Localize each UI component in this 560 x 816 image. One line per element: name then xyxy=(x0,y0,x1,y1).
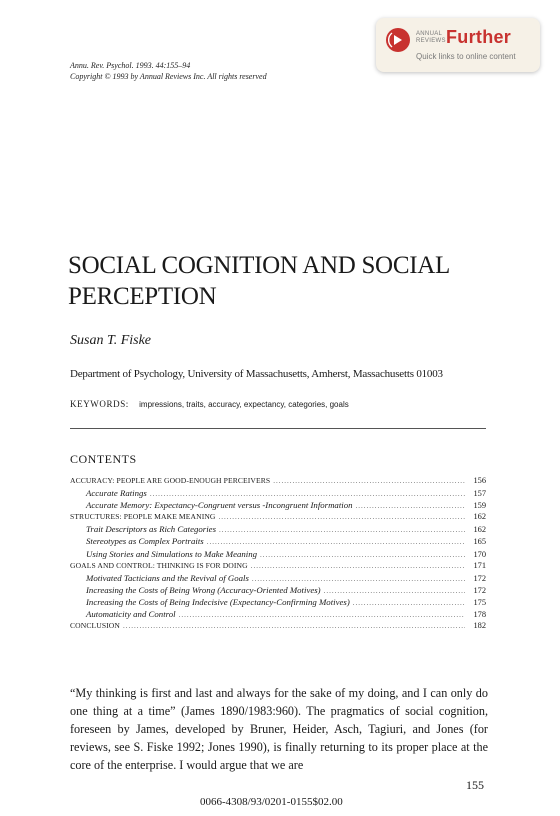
toc-entry-page: 157 xyxy=(473,489,486,499)
toc-entry[interactable] xyxy=(70,499,486,511)
toc-entry-page: 178 xyxy=(473,610,486,620)
article-title: SOCIAL COGNITION AND SOCIAL PERCEPTION xyxy=(68,252,450,310)
table-of-contents xyxy=(70,475,486,632)
toc-entry-page: 172 xyxy=(473,585,486,595)
toc-entry-label: Automaticity and Control xyxy=(86,609,176,620)
toc-entry-page: 162 xyxy=(473,525,486,535)
toc-entry[interactable] xyxy=(70,548,486,560)
toc-entry[interactable] xyxy=(70,511,486,523)
toc-entry-page: 162 xyxy=(473,512,486,522)
toc-entry-label: Motivated Tacticians and the Revival of Goals xyxy=(86,572,249,583)
keywords-list: impressions, traits, accuracy, expectancy, categories, goals xyxy=(139,400,349,409)
toc-leader-dots xyxy=(150,488,465,499)
toc-entry[interactable] xyxy=(70,584,486,596)
keywords-line xyxy=(70,399,349,409)
further-wordmark: Further xyxy=(446,27,512,47)
toc-leader-dots xyxy=(219,511,466,523)
toc-leader-dots xyxy=(252,573,465,584)
toc-entry-label: ACCURACY: PEOPLE ARE GOOD-ENOUGH PERCEIVERS xyxy=(70,476,271,485)
toc-entry-label: Using Stories and Simulations to Make Meaning xyxy=(86,548,258,559)
keywords-label: KEYWORDS: xyxy=(70,399,129,409)
further-tagline: Quick links to online content xyxy=(416,52,516,61)
toc-entry-page: 159 xyxy=(473,501,486,511)
toc-entry-page: 165 xyxy=(473,537,486,547)
toc-leader-dots xyxy=(207,536,465,547)
toc-entry-page: 170 xyxy=(473,549,486,559)
page-number: 155 xyxy=(466,778,484,792)
toc-leader-dots xyxy=(123,620,465,632)
contents-heading: CONTENTS xyxy=(70,452,137,466)
toc-entry-page: 171 xyxy=(473,560,486,570)
toc-entry-page: 172 xyxy=(473,573,486,583)
toc-entry-label: CONCLUSION xyxy=(70,621,120,631)
toc-leader-dots xyxy=(260,549,465,560)
toc-leader-dots xyxy=(353,597,465,608)
toc-entry[interactable] xyxy=(70,535,486,547)
toc-entry[interactable] xyxy=(70,620,486,632)
author-name: Susan T. Fiske xyxy=(70,333,152,348)
copyright-line: Copyright © 1993 by Annual Reviews Inc. All rights reserved xyxy=(70,72,267,81)
toc-entry-label: Increasing the Costs of Being Indecisive (Expectancy-Confirming Motives) xyxy=(86,596,350,607)
toc-entry-label: Accurate Ratings xyxy=(86,488,147,499)
toc-leader-dots xyxy=(273,475,465,487)
toc-entry-label: Trait Descriptors as Rich Categories xyxy=(86,524,217,535)
annual-reviews-wordmark: ANNUAL REVIEWS xyxy=(416,31,446,44)
toc-leader-dots xyxy=(324,585,465,596)
citation-line: Annu. Rev. Psychol. 1993. 44:155–94 xyxy=(70,61,191,70)
toc-entry[interactable] xyxy=(70,560,486,572)
toc-entry-label: Stereotypes as Complex Portraits xyxy=(86,536,204,547)
toc-leader-dots xyxy=(251,560,465,572)
body-paragraph: “My thinking is first and last and always for the sake of my doing, and I can only do one thing at a time” (James 1890/1983:960). The pragmatics of social cognition, foreseen by James, developed by Bruner, Heider, Asch, Tagiuri, and Jones (for reviews, see S. Fiske 1992; Jones 1990), is finally returning to its proper place at the core of the enterprise. I would argue that we are xyxy=(70,686,488,772)
toc-entry[interactable] xyxy=(70,487,486,499)
divider xyxy=(70,428,486,429)
toc-leader-dots xyxy=(219,524,465,535)
toc-entry-page: 156 xyxy=(473,476,486,485)
toc-leader-dots xyxy=(179,609,465,620)
toc-entry-label: Increasing the Costs of Being Wrong (Accuracy-Oriented Motives) xyxy=(86,584,321,595)
journal-citation xyxy=(70,60,267,82)
toc-leader-dots xyxy=(356,500,465,511)
toc-entry[interactable] xyxy=(70,596,486,608)
toc-entry[interactable] xyxy=(70,608,486,620)
toc-entry[interactable] xyxy=(70,523,486,535)
toc-entry-label: Accurate Memory: Expectancy-Congruent versus -Incongruent Information xyxy=(86,500,353,511)
toc-entry[interactable] xyxy=(70,572,486,584)
author-affiliation: Department of Psychology, University of Massachusetts, Amherst, Massachusetts 01003 xyxy=(70,368,443,380)
issn-code: 0066-4308/93/0201-0155$02.00 xyxy=(200,796,343,808)
toc-entry-page: 175 xyxy=(473,597,486,607)
annual-reviews-logo-icon xyxy=(386,28,410,52)
toc-entry-label: STRUCTURES: PEOPLE MAKE MEANING xyxy=(70,512,216,522)
toc-entry[interactable] xyxy=(70,475,486,487)
annual-reviews-further-badge[interactable] xyxy=(376,18,540,72)
toc-entry-page: 182 xyxy=(473,621,486,631)
toc-entry-label: GOALS AND CONTROL: THINKING IS FOR DOING xyxy=(70,560,248,570)
